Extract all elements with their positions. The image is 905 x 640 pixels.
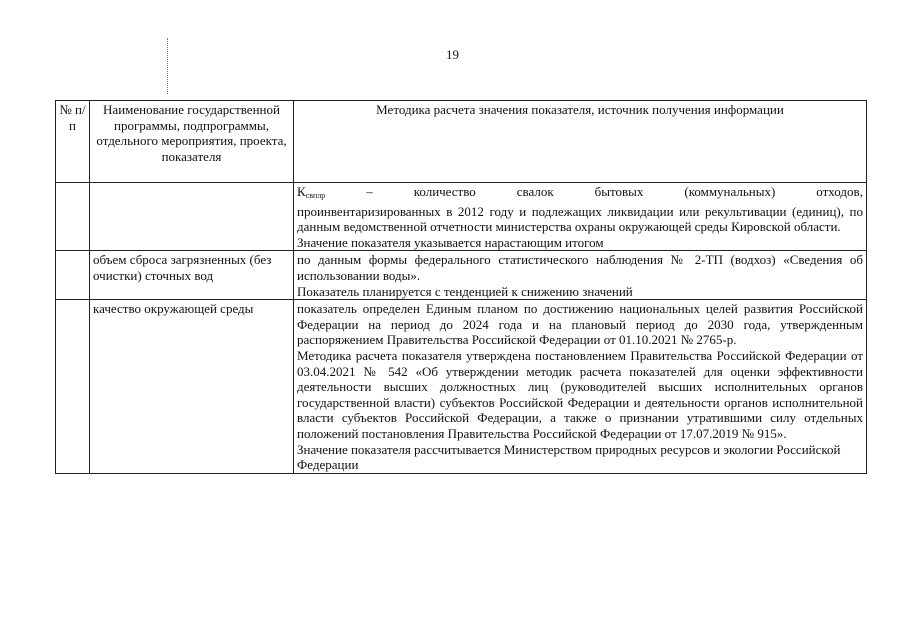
header-method: Методика расчета значения показателя, источник получения информации	[294, 101, 867, 183]
indicator-methodology-table	[55, 100, 867, 474]
row-method	[294, 300, 867, 474]
header-name: Наименование государственной программы, подпрограммы, отдельного мероприятия, проекта, показателя	[90, 101, 294, 183]
row-method	[294, 251, 867, 300]
formula-dash: –	[366, 184, 373, 199]
row-num	[56, 251, 90, 300]
row-name: качество окружающей среды	[90, 300, 294, 474]
table-row	[56, 300, 867, 474]
binding-cut-mark	[167, 38, 168, 94]
row-name: объем сброса загрязненных (без очистки) сточных вод	[90, 251, 294, 300]
method-paragraph: проинвентаризированных в 2012 году и подлежащих ликвидации или рекультивации (единиц), по данным ведомственной отчетности министерства охраны окружающей среды Кировской области.	[297, 203, 863, 235]
method-paragraph: Показатель планируется с тенденцией к снижению значений	[297, 283, 633, 299]
row-name	[90, 183, 294, 251]
formula-word: отходов,	[816, 184, 863, 199]
formula-word: количество	[413, 184, 476, 199]
row-method	[294, 183, 867, 251]
table-row	[56, 251, 867, 300]
table-header-row	[56, 101, 867, 183]
method-paragraph: показатель определен Единым планом по достижению национальных целей развития Российской Федерации на период до 2024 года и на плановый период до 2030 года, утвержденным распоряжением Правительства Российской Федерации от 01.10.2021 № 2765-р.	[297, 301, 863, 348]
table-row	[56, 183, 867, 251]
formula-line	[297, 184, 863, 204]
row-num	[56, 300, 90, 474]
formula-word: (коммунальных)	[684, 184, 776, 199]
method-paragraph: по данным формы федерального статистического наблюдения № 2-ТП (водхоз) «Сведения об использовании воды».	[297, 252, 863, 283]
method-paragraph: Методика расчета показателя утверждена постановлением Правительства Российской Федерации от 03.04.2021 № 542 «Об утверждении методик расчета показателей для оценки эффективности деятельности высших должностных лиц (руководителей высших исполнительных органов государственной власти) субъектов Российской Федерации и деятельности органов исполнительной власти субъектов Российской Федерации, а также о признании утратившими силу отдельных положений постановления Правительства Российской Федерации от 17.07.2019 № 915».	[297, 347, 863, 441]
formula-symbol: $К_{свплр}$	[297, 184, 326, 200]
row-num	[56, 183, 90, 251]
page-number: 19	[446, 47, 459, 62]
header-num: № п/п	[56, 101, 90, 183]
method-paragraph: Значение показателя указывается нарастающим итогом	[297, 234, 604, 250]
formula-word: бытовых	[594, 184, 644, 199]
formula-word: свалок	[516, 184, 554, 199]
method-paragraph: Значение показателя рассчитывается Министерством природных ресурсов и экологии Российской Федерации	[297, 441, 841, 473]
